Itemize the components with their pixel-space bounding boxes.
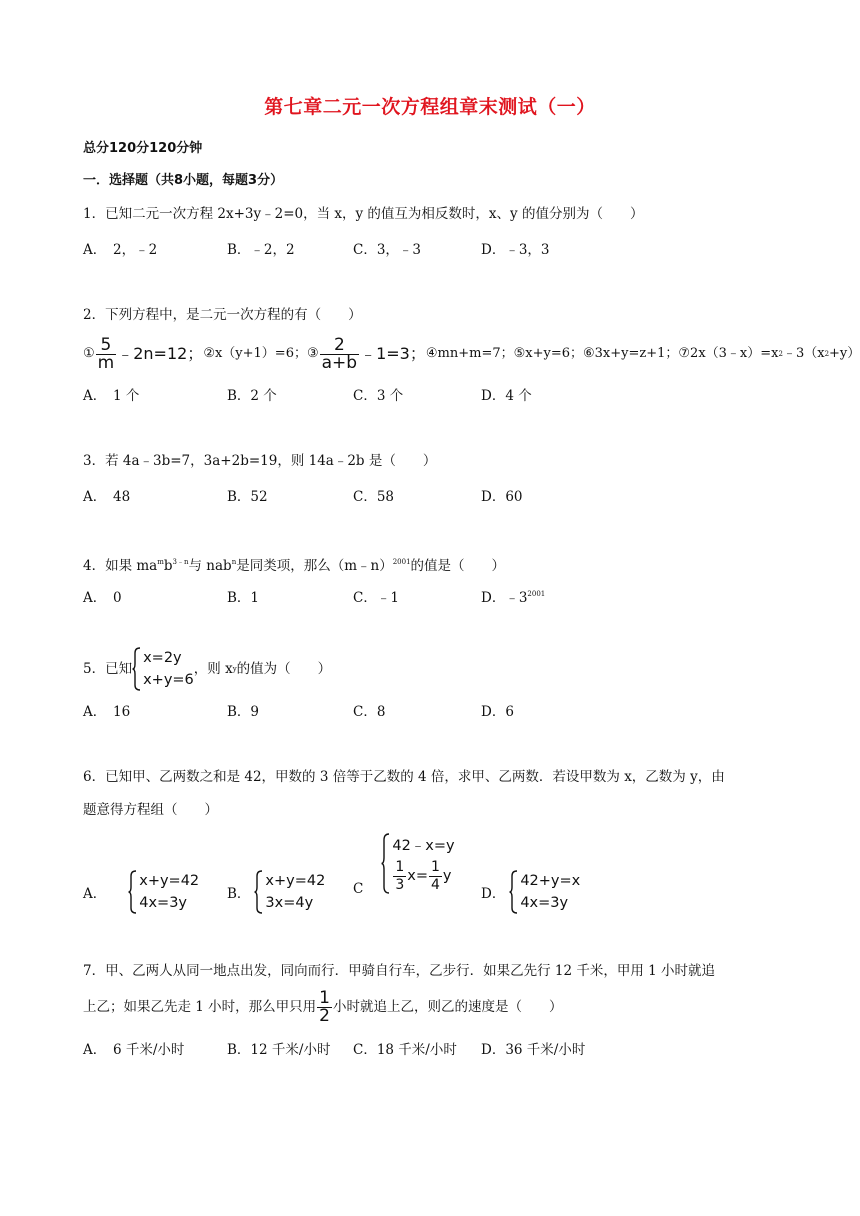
q6-option-a <box>83 870 199 914</box>
q4-stem-part-4: 是同类项，那么（m﹣n） <box>236 558 393 574</box>
q5-option-b: B．9 <box>227 704 260 720</box>
q5-option-d: D．6 <box>481 704 514 720</box>
q6-c-frac-2-den: 4 <box>431 876 440 893</box>
eq7-exp1: 2 <box>778 350 783 358</box>
page-title: 第七章二元一次方程组章末测试（一） <box>264 96 596 118</box>
q4-stem-part-2: b <box>163 558 173 574</box>
q4-option-d <box>481 586 545 606</box>
q6-c-row-2 <box>392 859 454 894</box>
q1-option-c: C．3，﹣3 <box>353 242 422 258</box>
q7-stem-part-a: 上乙；如果乙先走 1 小时，那么甲只用 <box>83 999 317 1015</box>
q6-c-frac-1-num: 1 <box>395 858 405 875</box>
brace-icon <box>254 870 263 914</box>
q5-option-c: C．8 <box>353 704 386 720</box>
q3-option-a: A． 48 <box>83 489 131 505</box>
eq1-marker: ① <box>83 346 95 361</box>
q3-option-c: C．58 <box>353 489 395 505</box>
eq4-to-7: ④mn+m=7；⑤x+y=6；⑥3x+y=z+1；⑦2x（3﹣x）=x <box>425 346 779 361</box>
q7-option-d: D．36 千米/小时 <box>481 1042 586 1058</box>
q4-option-c: C．﹣1 <box>353 590 399 606</box>
q1-option-b: B．﹣2，2 <box>227 242 295 258</box>
q5-stem-post-2: 的值为（ ） <box>236 661 332 677</box>
q7-stem-part-b: 小时就追上乙，则乙的速度是（ ） <box>333 999 563 1015</box>
q6-b-row-2: 3x=4y <box>265 895 314 911</box>
q7-frac-den: 2 <box>319 1005 330 1026</box>
q6-c-row-1: 42﹣x=y <box>392 837 455 854</box>
question-7-options <box>83 1038 783 1058</box>
brace-icon <box>509 870 518 914</box>
eq2: ②x（y+1）=6； <box>203 346 307 361</box>
q1-option-a: A． 2，﹣2 <box>83 242 158 258</box>
q2-option-b: B．2 个 <box>227 388 277 404</box>
q4-stem-part-3: 与 nab <box>188 558 232 574</box>
eq3-denominator: a+b <box>321 352 358 373</box>
q4-stem-part-1: 4．如果 ma <box>83 558 158 574</box>
eq3-fraction <box>320 334 359 373</box>
q4-exp-m: m <box>157 558 164 566</box>
question-7-stem-line-1: 7．甲、乙两人从同一地点出发，同向而行．甲骑自行车，乙步行．如果乙先行 12 千米，甲用 1 小时就追 <box>83 963 716 979</box>
q6-d-row-2: 4x=3y <box>520 895 569 911</box>
brace-icon <box>128 870 137 914</box>
q6-option-c-label: C <box>353 881 364 897</box>
q7-option-a: A． 6 千米/小时 <box>83 1042 185 1058</box>
q4-option-b: B．1 <box>227 590 260 606</box>
eq1-rest: ﹣2n=12； <box>117 344 204 363</box>
question-3-options <box>83 485 783 505</box>
q6-c-frac-1 <box>393 859 406 894</box>
q5-exp-y: y <box>232 665 237 673</box>
q4-option-d-base: D．﹣3 <box>481 590 528 606</box>
q6-option-d-system <box>509 870 580 914</box>
q3-option-b: B．52 <box>227 489 268 505</box>
q6-c-frac-1-den: 3 <box>395 876 405 893</box>
question-6-stem-line-1: 6．已知甲、乙两数之和是 42，甲数的 3 倍等于乙数的 4 倍，求甲、乙两数．若设甲数为 x，乙数为 y，由 <box>83 769 725 785</box>
q6-option-b <box>227 870 325 914</box>
q6-option-c-system <box>381 833 454 894</box>
q1-option-d: D．﹣3，3 <box>481 242 550 258</box>
q3-option-d: D．60 <box>481 489 523 505</box>
eq3-marker: ③ <box>306 346 319 361</box>
question-2-equations <box>83 336 860 372</box>
q6-c-frac-2-num: 1 <box>431 858 440 875</box>
q4-exp-n: n <box>231 558 237 566</box>
q4-option-d-exp: 2001 <box>527 590 546 598</box>
q5-stem-pre: 5．已知 <box>83 661 133 677</box>
q6-a-row-2: 4x=3y <box>139 895 188 911</box>
section-heading: 一．选择题（共8小题，每题3分） <box>83 173 284 188</box>
q6-option-b-label: B． <box>227 886 251 902</box>
q6-c-row-2-end: y <box>442 868 452 884</box>
q2-option-c: C．3 个 <box>353 388 404 404</box>
eq1-fraction <box>96 334 117 373</box>
q4-option-a: A． 0 <box>83 590 122 606</box>
q7-frac-num: 1 <box>319 987 330 1008</box>
q6-c-row-2-mid: x= <box>407 868 428 884</box>
score-time-info: 总分120分120分钟 <box>83 141 203 156</box>
brace-icon <box>132 647 141 691</box>
question-1-stem: 1．已知二元一次方程 2x+3y﹣2=0，当 x，y 的值互为相反数时，x、y 的值分别为（ ） <box>83 206 644 222</box>
question-4-options <box>83 586 783 606</box>
q7-fraction <box>317 987 332 1026</box>
q2-option-a: A． 1 个 <box>83 388 140 404</box>
eq7-exp2: 2 <box>824 350 830 358</box>
q6-d-row-1: 42+y=x <box>520 873 581 889</box>
question-7-stem-line-2 <box>83 988 563 1026</box>
question-3-stem: 3．若 4a﹣3b=7，3a+2b=19，则 14a﹣2b 是（ ） <box>83 453 437 469</box>
eq3-numerator: 2 <box>320 337 359 355</box>
q6-option-a-system <box>128 870 199 914</box>
question-2-options <box>83 384 783 404</box>
q6-option-d <box>481 870 580 914</box>
question-6-options <box>83 826 783 922</box>
question-1-options <box>83 238 783 258</box>
q6-b-row-1: x+y=42 <box>265 873 326 889</box>
q5-stem-post-1: ，则 x <box>193 661 233 677</box>
eq1-denominator: m <box>97 352 115 373</box>
question-5-stem <box>83 644 331 694</box>
q2-option-d: D．4 个 <box>481 388 532 404</box>
q4-stem-part-5: 的值是（ ） <box>410 558 506 574</box>
eq1-numerator: 5 <box>96 337 117 355</box>
eq7-end: +y） <box>829 346 860 361</box>
q4-exp-2001: 2001 <box>392 558 411 566</box>
q4-exp-3n: 3﹣n <box>172 558 189 566</box>
question-2-stem: 2．下列方程中，是二元一次方程的有（ ） <box>83 307 362 323</box>
q5-system-row-1: x=2y <box>143 650 182 666</box>
eq7-mid: ﹣3（x <box>782 346 825 361</box>
q6-option-c <box>353 826 455 922</box>
q6-option-d-label: D． <box>481 886 506 902</box>
q7-option-b: B．12 千米/小时 <box>227 1042 331 1058</box>
q7-option-c: C．18 千米/小时 <box>353 1042 457 1058</box>
q6-option-b-system <box>254 870 325 914</box>
brace-icon <box>381 833 390 894</box>
question-5-options <box>83 700 783 720</box>
eq3-rest: ﹣1=3； <box>360 344 426 363</box>
q6-option-a-label: A． <box>83 886 107 902</box>
q5-system-row-2: x+y=6 <box>143 672 194 688</box>
q5-equation-system <box>132 647 194 691</box>
question-6-stem-line-2: 题意得方程组（ ） <box>83 802 218 818</box>
question-4-stem <box>83 553 505 575</box>
q6-c-frac-2 <box>429 859 442 894</box>
q5-option-a: A． 16 <box>83 704 131 720</box>
q6-a-row-1: x+y=42 <box>139 873 200 889</box>
